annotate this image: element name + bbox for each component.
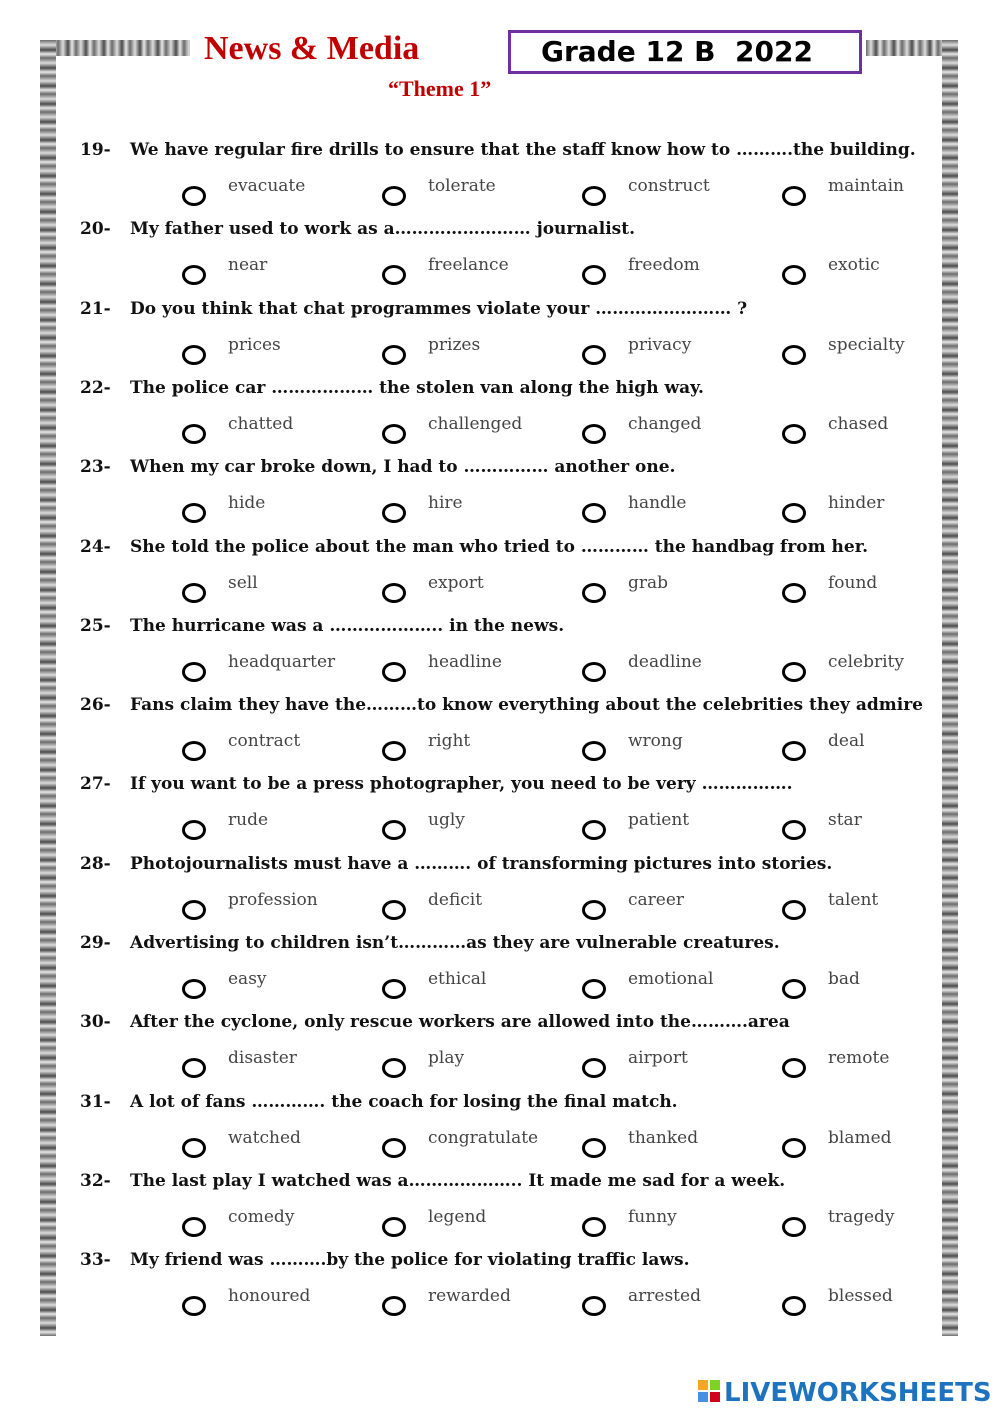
answer-radio-button[interactable] <box>782 345 806 365</box>
answer-option[interactable] <box>130 1207 330 1241</box>
answer-option-label: hide <box>228 493 266 514</box>
answer-option-label: headquarter <box>228 651 336 672</box>
answer-radio-button[interactable] <box>582 424 606 444</box>
answer-option[interactable] <box>730 731 930 765</box>
answer-option[interactable] <box>130 810 330 844</box>
answer-option[interactable] <box>330 1286 530 1320</box>
answer-option[interactable] <box>730 335 930 369</box>
answer-option-label: easy <box>228 969 267 989</box>
answer-radio-button[interactable] <box>382 1058 406 1078</box>
answer-option-label: talent <box>828 889 879 910</box>
answer-option-label: privacy <box>628 334 692 355</box>
answer-radio-button[interactable] <box>782 1217 806 1237</box>
answer-radio-button[interactable] <box>782 265 806 285</box>
answer-option[interactable] <box>130 731 330 765</box>
answer-radio-button[interactable] <box>582 741 606 761</box>
liveworksheets-logo-text: LIVEWORKSHEETS <box>724 1378 992 1408</box>
answer-option[interactable] <box>730 176 930 210</box>
answer-radio-button[interactable] <box>782 979 806 999</box>
answer-option[interactable] <box>530 255 730 289</box>
question-number: 22- <box>80 377 111 398</box>
answer-option[interactable] <box>330 573 530 607</box>
answer-option[interactable] <box>330 493 530 527</box>
answer-radio-button[interactable] <box>382 662 406 682</box>
answer-option[interactable] <box>730 573 930 607</box>
answer-option[interactable] <box>530 1286 730 1320</box>
answer-option-label: maintain <box>828 176 904 196</box>
question-item <box>80 933 940 1013</box>
answer-option[interactable] <box>330 1048 530 1082</box>
answer-radio-button[interactable] <box>182 820 206 840</box>
question-item <box>80 537 940 617</box>
question-text: She told the police about the man who tried to ………… the handbag from her. <box>130 536 869 557</box>
answer-option-label: specialty <box>828 334 905 355</box>
answer-radio-button[interactable] <box>182 741 206 761</box>
answer-option-label: disaster <box>228 1048 297 1069</box>
answer-option-label: near <box>228 255 268 276</box>
answer-radio-button[interactable] <box>182 900 206 920</box>
question-number: 19- <box>80 140 111 160</box>
answer-option[interactable] <box>330 1207 530 1241</box>
answer-option-label: remote <box>828 1048 890 1069</box>
question-number: 24- <box>80 536 111 557</box>
answer-radio-button[interactable] <box>182 662 206 682</box>
answer-option-label: found <box>828 572 878 593</box>
question-item <box>80 378 940 458</box>
answer-radio-button[interactable] <box>382 979 406 999</box>
answer-option[interactable] <box>330 176 530 210</box>
answer-option-label: freelance <box>428 255 509 276</box>
question-text: If you want to be a press photographer, you need to be very ……………. <box>130 774 793 795</box>
question-item <box>80 140 940 220</box>
answer-option-label: watched <box>228 1127 301 1148</box>
answer-radio-button[interactable] <box>582 1296 606 1316</box>
question-text: The police car ……………… the stolen van along the high way. <box>130 377 704 398</box>
question-number: 29- <box>80 933 111 953</box>
answer-option-label: thanked <box>628 1127 699 1148</box>
worksheet-title: News & Media <box>204 30 420 67</box>
answer-radio-button[interactable] <box>182 1296 206 1316</box>
answer-radio-button[interactable] <box>382 1138 406 1158</box>
answer-option-label: ugly <box>428 810 465 831</box>
answer-radio-button[interactable] <box>582 186 606 206</box>
answer-radio-button[interactable] <box>582 345 606 365</box>
answer-option[interactable] <box>530 414 730 448</box>
question-text: Fans claim they have the………to know everything about the celebrities they admire <box>130 695 923 716</box>
answer-radio-button[interactable] <box>782 1296 806 1316</box>
answer-radio-button[interactable] <box>782 741 806 761</box>
answer-radio-button[interactable] <box>582 1058 606 1078</box>
answer-option-label: funny <box>628 1206 677 1227</box>
decorative-border-right <box>942 40 958 1336</box>
answer-option[interactable] <box>130 1128 330 1162</box>
answer-option[interactable] <box>330 810 530 844</box>
question-item <box>80 616 940 696</box>
answer-radio-button[interactable] <box>782 583 806 603</box>
answer-option[interactable] <box>530 890 730 924</box>
answer-radio-button[interactable] <box>782 503 806 523</box>
question-text: A lot of fans …………. the coach for losing the final match. <box>130 1091 678 1112</box>
question-item <box>80 1250 940 1330</box>
decorative-border-left <box>40 40 56 1336</box>
answer-radio-button[interactable] <box>582 503 606 523</box>
answer-radio-button[interactable] <box>382 1296 406 1316</box>
answer-option-label: contract <box>228 731 301 752</box>
answer-radio-button[interactable] <box>582 820 606 840</box>
answer-option[interactable] <box>330 255 530 289</box>
answer-radio-button[interactable] <box>182 1217 206 1237</box>
answer-option[interactable] <box>330 414 530 448</box>
answer-option[interactable] <box>530 1207 730 1241</box>
answer-option[interactable] <box>330 890 530 924</box>
answer-option-label: chatted <box>228 413 294 434</box>
answer-radio-button[interactable] <box>782 186 806 206</box>
question-text: The hurricane was a ……………….. in the news. <box>130 615 565 636</box>
answer-radio-button[interactable] <box>382 345 406 365</box>
answer-option-label: honoured <box>228 1286 311 1307</box>
answer-radio-button[interactable] <box>382 900 406 920</box>
answer-option[interactable] <box>130 414 330 448</box>
answer-option-label: deal <box>828 731 865 752</box>
answer-option[interactable] <box>130 176 330 210</box>
answer-option-label: congratulate <box>428 1127 539 1148</box>
answer-radio-button[interactable] <box>182 345 206 365</box>
answer-option-label: hinder <box>828 493 885 514</box>
answer-radio-button[interactable] <box>182 1138 206 1158</box>
question-number: 25- <box>80 615 111 636</box>
answer-option[interactable] <box>130 255 330 289</box>
answer-option[interactable] <box>730 255 930 289</box>
answer-option[interactable] <box>130 1048 330 1082</box>
answer-radio-button[interactable] <box>182 424 206 444</box>
answer-option[interactable] <box>530 493 730 527</box>
answer-radio-button[interactable] <box>182 1058 206 1078</box>
answer-radio-button[interactable] <box>382 265 406 285</box>
answer-option[interactable] <box>730 1128 930 1162</box>
question-number: 33- <box>80 1250 111 1271</box>
question-number: 30- <box>80 1012 111 1033</box>
answer-option-label: headline <box>428 651 502 672</box>
answer-option-label: star <box>828 810 862 831</box>
question-text: The last play I watched was a……………….. It made me sad for a week. <box>130 1170 786 1191</box>
answer-radio-button[interactable] <box>782 1138 806 1158</box>
question-number: 21- <box>80 298 111 319</box>
answer-option[interactable] <box>530 969 730 1003</box>
answer-radio-button[interactable] <box>782 1058 806 1078</box>
answer-option[interactable] <box>530 1128 730 1162</box>
question-number: 31- <box>80 1091 111 1112</box>
answer-option-label: rude <box>228 810 269 831</box>
answer-option-label: profession <box>228 889 318 910</box>
answer-option[interactable] <box>130 335 330 369</box>
answer-option[interactable] <box>730 1286 930 1320</box>
question-text: Do you think that chat programmes violate your …………………… ? <box>130 298 748 319</box>
question-item <box>80 774 940 854</box>
answer-option[interactable] <box>130 573 330 607</box>
answer-radio-button[interactable] <box>182 583 206 603</box>
answer-radio-button[interactable] <box>382 583 406 603</box>
answer-option[interactable] <box>530 1048 730 1082</box>
answer-radio-button[interactable] <box>582 979 606 999</box>
question-item <box>80 299 940 379</box>
answer-option-label: prices <box>228 334 281 355</box>
question-item <box>80 1092 940 1172</box>
answer-option-label: celebrity <box>828 651 904 672</box>
question-number: 27- <box>80 774 111 795</box>
question-item <box>80 219 940 299</box>
question-item <box>80 1171 940 1251</box>
answer-option-label: legend <box>428 1206 487 1227</box>
question-text: When my car broke down, I had to …………… another one. <box>130 457 676 478</box>
answer-option-label: sell <box>228 572 258 593</box>
answer-option-label: patient <box>628 810 690 831</box>
answer-option-label: changed <box>628 413 702 434</box>
question-number: 20- <box>80 219 111 240</box>
question-item <box>80 457 940 537</box>
answer-option-label: handle <box>628 493 687 514</box>
answer-option-label: deadline <box>628 651 702 672</box>
answer-option[interactable] <box>730 414 930 448</box>
answer-option[interactable] <box>730 810 930 844</box>
answer-option-label: comedy <box>228 1206 295 1227</box>
question-item <box>80 854 940 934</box>
liveworksheets-logo-icon <box>698 1380 722 1404</box>
answer-option[interactable] <box>530 731 730 765</box>
answer-option-label: tolerate <box>428 176 496 196</box>
question-text: After the cyclone, only rescue workers are allowed into the……….area <box>130 1012 790 1033</box>
answer-option[interactable] <box>530 652 730 686</box>
answer-option[interactable] <box>130 1286 330 1320</box>
answer-option[interactable] <box>730 969 930 1003</box>
question-item <box>80 695 940 775</box>
answer-radio-button[interactable] <box>382 424 406 444</box>
answer-radio-button[interactable] <box>182 265 206 285</box>
answer-option[interactable] <box>130 969 330 1003</box>
question-text: My friend was ……….by the police for violating traffic laws. <box>130 1250 690 1271</box>
question-number: 26- <box>80 695 111 716</box>
answer-option-label: airport <box>628 1048 688 1069</box>
decorative-border-top-left <box>40 40 190 56</box>
answer-radio-button[interactable] <box>382 186 406 206</box>
answer-option-label: rewarded <box>428 1286 511 1307</box>
answer-radio-button[interactable] <box>782 820 806 840</box>
answer-option[interactable] <box>730 1048 930 1082</box>
answer-radio-button[interactable] <box>382 1217 406 1237</box>
answer-option-label: tragedy <box>828 1206 895 1227</box>
answer-option-label: evacuate <box>228 176 306 196</box>
question-number: 28- <box>80 853 111 874</box>
answer-option[interactable] <box>730 493 930 527</box>
question-item <box>80 1012 940 1092</box>
answer-radio-button[interactable] <box>582 265 606 285</box>
answer-option[interactable] <box>730 1207 930 1241</box>
answer-radio-button[interactable] <box>582 900 606 920</box>
question-text: Photojournalists must have a ………. of transforming pictures into stories. <box>130 853 833 874</box>
answer-option[interactable] <box>130 493 330 527</box>
answer-option-label: challenged <box>428 413 523 434</box>
answer-option[interactable] <box>530 176 730 210</box>
answer-radio-button[interactable] <box>582 583 606 603</box>
question-number: 23- <box>80 457 111 478</box>
answer-radio-button[interactable] <box>382 741 406 761</box>
question-text: Advertising to children isn’t…………as they are vulnerable creatures. <box>130 933 780 953</box>
answer-option-label: right <box>428 731 471 752</box>
answer-option[interactable] <box>330 335 530 369</box>
answer-option[interactable] <box>130 890 330 924</box>
answer-option[interactable] <box>330 1127 539 1162</box>
answer-option-label: exotic <box>828 255 880 276</box>
answer-option-label: prizes <box>428 334 481 355</box>
answer-option[interactable] <box>330 731 530 765</box>
answer-radio-button[interactable] <box>382 820 406 840</box>
answer-option-label: freedom <box>628 255 700 276</box>
answer-option-label: career <box>628 889 685 910</box>
answer-option-label: deficit <box>428 889 483 910</box>
answer-option[interactable] <box>330 969 530 1003</box>
answer-option[interactable] <box>530 573 730 607</box>
answer-radio-button[interactable] <box>782 662 806 682</box>
answer-option[interactable] <box>530 335 730 369</box>
answer-option[interactable] <box>330 652 530 686</box>
question-number: 32- <box>80 1170 111 1191</box>
answer-option-label: construct <box>628 176 710 196</box>
answer-radio-button[interactable] <box>582 1138 606 1158</box>
answer-radio-button[interactable] <box>582 662 606 682</box>
answer-option-label: chased <box>828 413 889 434</box>
answer-option-label: emotional <box>628 969 714 989</box>
question-text: We have regular fire drills to ensure that the staff know how to ……….the building. <box>130 140 916 160</box>
answer-option-label: bad <box>828 969 860 989</box>
question-text: My father used to work as a…………………… journalist. <box>130 219 636 240</box>
grade-label: Grade 12 B 2022 <box>508 30 862 74</box>
answer-option-label: blamed <box>828 1127 892 1148</box>
answer-radio-button[interactable] <box>182 979 206 999</box>
answer-option-label: blessed <box>828 1286 893 1307</box>
answer-option[interactable] <box>130 651 336 686</box>
answer-option-label: play <box>428 1048 465 1069</box>
answer-option[interactable] <box>730 652 930 686</box>
answer-radio-button[interactable] <box>382 503 406 523</box>
answer-option[interactable] <box>530 810 730 844</box>
answer-option-label: wrong <box>628 731 683 752</box>
answer-option-label: hire <box>428 493 463 514</box>
answer-option-label: grab <box>628 572 669 593</box>
answer-radio-button[interactable] <box>182 503 206 523</box>
answer-radio-button[interactable] <box>182 186 206 206</box>
worksheet-subtitle: “Theme 1” <box>388 76 492 101</box>
answer-option-label: export <box>428 572 484 593</box>
answer-option-label: ethical <box>428 969 487 989</box>
answer-option-label: arrested <box>628 1286 701 1307</box>
answer-option[interactable] <box>730 890 930 924</box>
answer-radio-button[interactable] <box>582 1217 606 1237</box>
answer-radio-button[interactable] <box>782 900 806 920</box>
answer-radio-button[interactable] <box>782 424 806 444</box>
